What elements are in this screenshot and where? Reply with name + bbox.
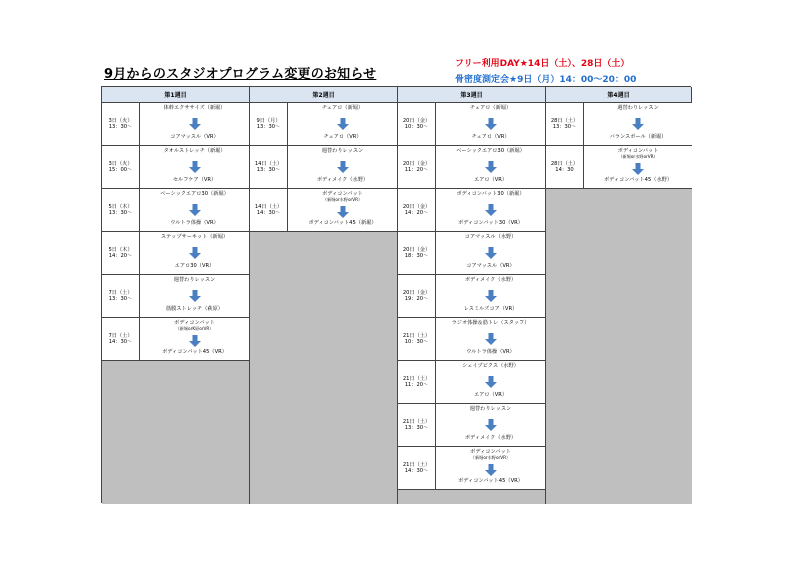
time-label: 18：30～: [404, 253, 429, 259]
time-label: 10：30～: [404, 124, 429, 130]
old-program: [160, 192, 229, 198]
down-arrow-icon: [337, 206, 349, 218]
down-arrow-icon: [189, 247, 201, 259]
schedule-cell: [398, 404, 545, 447]
schedule-cell: [398, 447, 545, 490]
down-arrow-icon: [485, 204, 497, 216]
date-cell: [250, 146, 288, 188]
old-program-name: ラジオ体操＆筋トレ（スタッフ）: [451, 320, 530, 326]
schedule-cell: [250, 146, 397, 189]
old-program-name: チェアロ（新堀）: [321, 105, 364, 111]
time-label: 14：30: [555, 167, 574, 173]
time-label: 14：30～: [108, 339, 133, 345]
down-arrow-icon: [485, 290, 497, 302]
day-label: 14日（土）: [254, 203, 283, 210]
program-change: [288, 103, 397, 145]
old-program-name: ボディコンバット: [470, 449, 511, 455]
schedule-cell: [398, 232, 545, 275]
time-label: 13：30～: [404, 425, 429, 431]
date-cell: [250, 103, 288, 145]
old-program-instructors: （新堀orK原orVR）: [175, 325, 214, 331]
schedule-cell: [398, 275, 545, 318]
old-program: [456, 192, 524, 198]
schedule-cell: [250, 103, 397, 146]
new-program-name: コアマッスル（VR）: [466, 263, 515, 270]
down-arrow-icon: [485, 247, 497, 259]
date-cell: [546, 146, 584, 188]
time-label: 14：30～: [256, 210, 281, 216]
new-program-name: チェアロ（VR）: [323, 134, 362, 141]
day-label: 21日（土）: [402, 332, 431, 339]
new-program-name: レスミルズコア（VR）: [463, 306, 518, 313]
time-label: 14：20～: [404, 210, 429, 216]
old-program: [462, 364, 519, 370]
date-cell: [102, 232, 140, 274]
date-cell: [102, 318, 140, 360]
new-program-name: エアロ（VR）: [473, 177, 508, 184]
new-program-name: ボディコンバット45（VR）: [162, 349, 227, 356]
schedule-cell: [398, 361, 545, 404]
week4-header: 第4週目: [546, 87, 692, 103]
down-arrow-icon: [485, 118, 497, 130]
day-label: 14日（土）: [254, 160, 283, 167]
old-program: [452, 321, 530, 327]
old-program-name: 週替わりレッスン: [173, 277, 216, 283]
down-arrow-icon: [632, 118, 644, 130]
date-cell: [398, 103, 436, 145]
old-program: [322, 106, 363, 112]
time-label: 13：30～: [108, 296, 133, 302]
date-cell: [398, 189, 436, 231]
time-label: 14：30～: [404, 468, 429, 474]
old-program: [161, 235, 228, 241]
program-change: [140, 232, 249, 274]
old-program-name: ステップサーキット（新堀）: [160, 234, 229, 240]
date-cell: [250, 189, 288, 231]
schedule-table: [101, 86, 691, 503]
old-program: [174, 321, 215, 332]
old-program: [174, 278, 215, 284]
program-change: [140, 318, 249, 360]
program-change: [436, 447, 545, 489]
old-program-name: ボディコンバット: [322, 191, 363, 197]
day-label: 20日（金）: [402, 117, 431, 124]
date-cell: [102, 189, 140, 231]
week1-column: [102, 103, 250, 504]
old-program: [322, 192, 363, 203]
down-arrow-icon: [485, 161, 497, 173]
new-program-name: 筋膜ストレッチ（萩原）: [165, 306, 223, 313]
program-change: [288, 189, 397, 231]
old-program-instructors: （新堀or水野orVR）: [618, 153, 658, 159]
time-label: 13：30～: [108, 210, 133, 216]
old-program: [470, 106, 511, 112]
old-program: [617, 106, 658, 112]
time-label: 10：30～: [404, 339, 429, 345]
date-cell: [398, 232, 436, 274]
time-label: 13：30～: [256, 167, 281, 173]
date-cell: [398, 404, 436, 446]
program-change: [436, 404, 545, 446]
new-program-name: ボディメイク（水野）: [316, 177, 369, 184]
down-arrow-icon: [337, 161, 349, 173]
day-label: 20日（金）: [402, 160, 431, 167]
schedule-cell: [398, 146, 545, 189]
day-label: 7日（土）: [108, 332, 133, 339]
down-arrow-icon: [189, 290, 201, 302]
new-program-name: バランスボール（新堀）: [609, 134, 667, 141]
new-program-name: ボディメイク（水野）: [464, 435, 517, 442]
time-label: 14：20～: [108, 253, 133, 259]
page-title: 9月からのスタジオプログラム変更のお知らせ: [104, 67, 377, 82]
day-label: 28日（土）: [550, 117, 579, 124]
time-label: 15：00～: [108, 167, 133, 173]
program-change: [140, 275, 249, 317]
down-arrow-icon: [485, 333, 497, 345]
old-program-name: シェイプビクス（水野）: [462, 363, 519, 369]
old-program: [618, 149, 659, 160]
old-program-instructors: （新堀or水野orVR）: [470, 454, 511, 460]
old-program-name: 週替わりレッスン: [617, 105, 659, 111]
old-program: [456, 149, 525, 155]
program-change: [436, 232, 545, 274]
time-label: 11：20～: [404, 382, 429, 388]
day-label: 20日（金）: [402, 203, 431, 210]
old-program-name: チェアロ（新堀）: [469, 105, 512, 111]
day-label: 21日（土）: [402, 461, 431, 468]
new-program-name: コアマッスル（VR）: [170, 134, 219, 141]
free-day-notice: フリー利用DAY★14日（土）、28日（土）: [455, 59, 630, 69]
down-arrow-icon: [485, 464, 497, 476]
new-program-name: エアロ30（VR）: [174, 263, 215, 270]
schedule-cell: [102, 318, 249, 361]
new-program-name: セルフケア（VR）: [172, 177, 217, 184]
new-program-name: エアロ（VR）: [473, 392, 508, 399]
bone-density-notice: 骨密度測定会★9日（月）14：00～20：00: [455, 75, 637, 85]
program-change: [436, 189, 545, 231]
old-program-name: ベーシックエアロ30（新堀）: [160, 191, 229, 197]
old-program-name: 週替わりレッスン: [469, 406, 512, 412]
week3-header: 第3週目: [398, 87, 546, 103]
time-label: 19：20～: [404, 296, 429, 302]
down-arrow-icon: [337, 118, 349, 130]
program-change: [436, 275, 545, 317]
old-program-name: 体幹エクササイズ（新堀）: [163, 105, 226, 111]
down-arrow-icon: [189, 335, 201, 347]
old-program: [465, 235, 517, 241]
date-cell: [398, 318, 436, 360]
date-cell: [398, 361, 436, 403]
day-label: 20日（金）: [402, 289, 431, 296]
time-label: 13：30～: [552, 124, 577, 130]
schedule-cell: [102, 232, 249, 275]
date-cell: [102, 275, 140, 317]
new-program-name: チェアロ（VR）: [471, 134, 510, 141]
new-program-name: ボディコンバット45（水野）: [603, 177, 673, 184]
old-program: [465, 278, 516, 284]
schedule-cell: [398, 318, 545, 361]
old-program: [164, 106, 226, 112]
day-label: 21日（土）: [402, 375, 431, 382]
day-label: 5日（木）: [108, 246, 133, 253]
new-program-name: ボディコンバット30（VR）: [458, 220, 523, 227]
old-program-name: ボディコンバット30（新堀）: [456, 191, 525, 197]
program-change: [584, 146, 692, 188]
old-program: [163, 149, 225, 155]
old-program-name: ベーシックエアロ30（新堀）: [456, 148, 525, 154]
date-cell: [546, 103, 584, 145]
schedule-cell: [546, 103, 692, 146]
down-arrow-icon: [189, 204, 201, 216]
schedule-cell: [398, 103, 545, 146]
new-program-name: ボディコンバット45（VR）: [458, 478, 523, 485]
day-label: 28日（土）: [550, 160, 579, 167]
program-change: [436, 146, 545, 188]
down-arrow-icon: [485, 376, 497, 388]
date-cell: [398, 447, 436, 489]
week4-column: [546, 103, 692, 504]
old-program-name: ボディコンバット: [174, 320, 215, 326]
program-change: [436, 361, 545, 403]
day-label: 3日（火）: [108, 117, 133, 124]
old-program-instructors: （新堀or水野orVR）: [322, 196, 363, 202]
week2-column: [250, 103, 398, 504]
schedule-cell: [102, 146, 249, 189]
old-program-name: ボディメイク（水野）: [464, 277, 517, 283]
schedule-cell: [250, 189, 397, 232]
old-program-name: ボディコンバット: [617, 148, 659, 154]
old-program: [470, 450, 511, 461]
week2-header: 第2週目: [250, 87, 398, 103]
new-program-name: ウルトラ体操（VR）: [466, 349, 515, 356]
time-label: 13：30～: [256, 124, 281, 130]
new-program-name: ボディコンバット45（新堀）: [308, 220, 377, 227]
date-cell: [398, 275, 436, 317]
program-change: [584, 103, 692, 145]
program-change: [140, 103, 249, 145]
down-arrow-icon: [189, 161, 201, 173]
week3-column: [398, 103, 546, 504]
time-label: 13：30～: [108, 124, 133, 130]
program-change: [288, 146, 397, 188]
date-cell: [398, 146, 436, 188]
down-arrow-icon: [485, 419, 497, 431]
schedule-cell: [102, 189, 249, 232]
day-label: 9日（月）: [256, 117, 281, 124]
program-change: [436, 318, 545, 360]
old-program-name: 週替わりレッスン: [321, 148, 364, 154]
time-label: 11：20～: [404, 167, 429, 173]
program-change: [140, 189, 249, 231]
old-program-name: タオルストレッチ（新堀）: [163, 148, 226, 154]
schedule-cell: [398, 189, 545, 232]
down-arrow-icon: [632, 163, 644, 175]
day-label: 20日（金）: [402, 246, 431, 253]
old-program: [470, 407, 511, 413]
day-label: 3日（火）: [108, 160, 133, 167]
program-change: [436, 103, 545, 145]
old-program-name: コアマッスル（水野）: [464, 234, 517, 240]
date-cell: [102, 146, 140, 188]
old-program: [322, 149, 363, 155]
date-cell: [102, 103, 140, 145]
schedule-cell: [102, 275, 249, 318]
day-label: 7日（土）: [108, 289, 133, 296]
schedule-cell: [546, 146, 692, 189]
week1-header: 第1週目: [102, 87, 250, 103]
day-label: 21日（土）: [402, 418, 431, 425]
down-arrow-icon: [189, 118, 201, 130]
new-program-name: ウルトラ体操（VR）: [170, 220, 219, 227]
program-change: [140, 146, 249, 188]
day-label: 5日（木）: [108, 203, 133, 210]
schedule-cell: [102, 103, 249, 146]
